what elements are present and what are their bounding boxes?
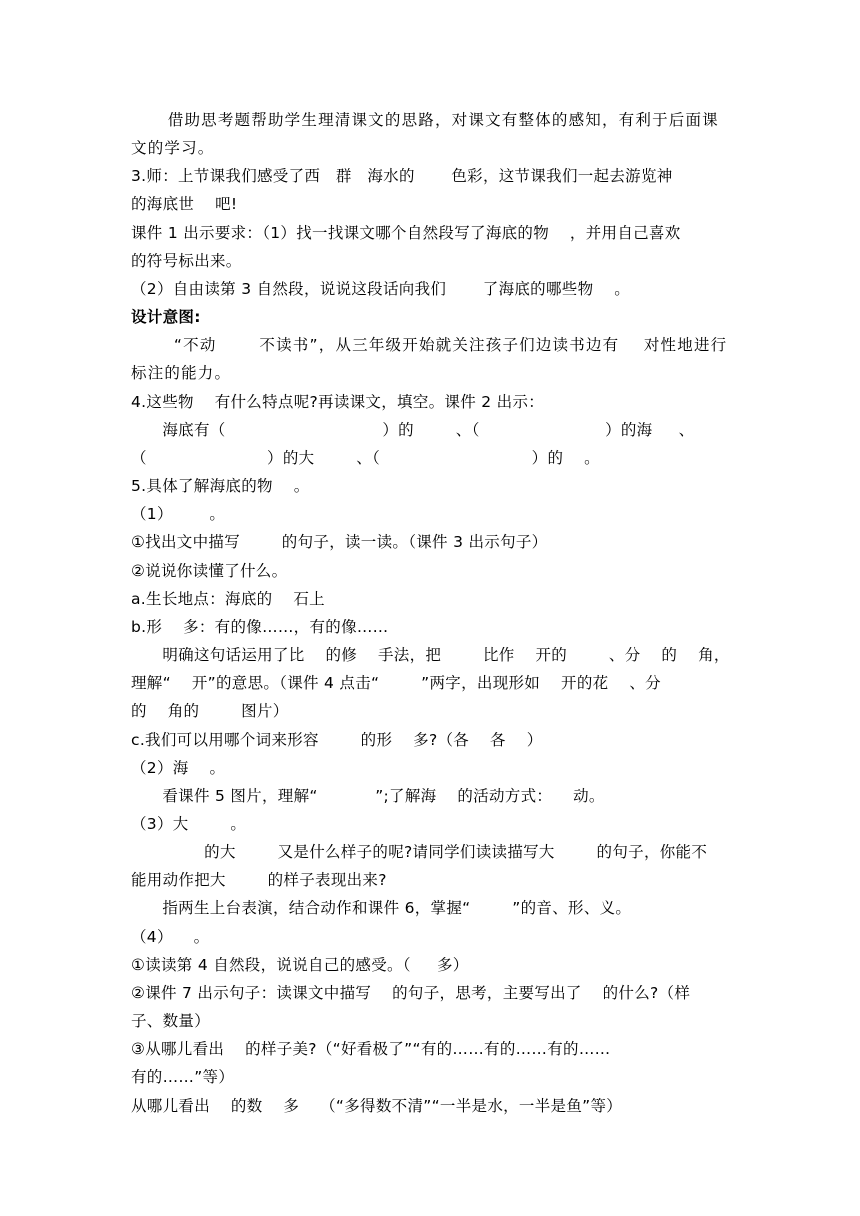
text-line: 4.这些物 有什么特点呢?再读课文，填空。课件 2 出示： [131,393,545,411]
text-line: ②说说你读懂了什么。 [131,562,288,580]
text-line: 明确这句话运用了比 的修 手法，把 比作 开的 、分 的 角， [131,646,730,664]
text-line: （4） 。 [131,928,210,946]
text-line: 的 角的 图片） [131,702,289,720]
text-line: 的大 又是什么样子的呢?请同学们读读描写大 的句子，你能不 [131,843,708,861]
text-line: 子、数量） [131,1012,211,1030]
text-line: c.我们可以用哪个词来形容 的形 多?（各 各 ） [131,731,543,749]
text-line: （3）大 。 [131,815,247,833]
text-line: “不动 不读书”，从三年级开始就关注孩子们边读书边有 对性地进行 [131,336,728,354]
text-line: 借助思考题帮助学生理清课文的思路，对课文有整体的感知，有利于后面课 [131,111,719,129]
text-line: ①读读第 4 自然段，说说自己的感受。（ 多） [131,956,469,974]
text-line: ①找出文中描写 的句子，读一读。（课件 3 出示句子） [131,533,548,551]
text-line: （1） 。 [131,505,226,523]
text-line: 的符号标出来。 [131,252,242,270]
text-line: 标注的能力。 [131,364,232,382]
text-line: （ ）的大 、（ ）的 。 [131,449,600,467]
text-line: 看课件 5 图片，理解“ ”;了解海 的活动方式： 动。 [131,787,605,805]
text-line: 文的学习。 [131,139,215,157]
text-line: 课件 1 出示要求：（1）找一找课文哪个自然段写了海底的物 ，并用自己喜欢 [131,224,681,242]
text-line: ②课件 7 出示句子：读课文中描写 的句子，思考，主要写出了 的什么?（样 [131,984,691,1002]
text-line: 5.具体了解海底的物 。 [131,477,310,495]
text-line: 能用动作把大 的样子表现出来? [131,871,387,889]
text-line: ③从哪儿看出 的样子美?（“好看极了”“有的……有的……有的…… [131,1040,611,1058]
text-line: b.形 多：有的像……，有的像…… [131,618,389,636]
text-line: （2）海 。 [131,759,226,777]
text-line: 理解“ 开”的意思。（课件 4 点击“ ”两字，出现形如 开的花 、分 [131,674,661,692]
text-line: 从哪儿看出 的数 多 （“多得数不清”“一半是水，一半是鱼”等） [131,1097,623,1115]
text-line: 海底有（ ）的 、（ ）的海 、 [131,421,695,439]
text-line: 的海底世 吧! [131,195,238,213]
text-line: （2）自由读第 3 自然段，说说这段话向我们 了海底的哪些物 。 [131,280,631,298]
section-heading: 设计意图: [131,308,201,326]
text-line: 3.师：上节课我们感受了西 群 海水的 色彩，这节课我们一起去游览神 [131,167,673,185]
text-line: 有的……”等） [131,1068,235,1086]
text-line: a.生长地点：海底的 石上 [131,590,325,608]
text-line: 指两生上台表演，结合动作和课件 6，掌握“ ”的音、形、义。 [131,899,632,917]
